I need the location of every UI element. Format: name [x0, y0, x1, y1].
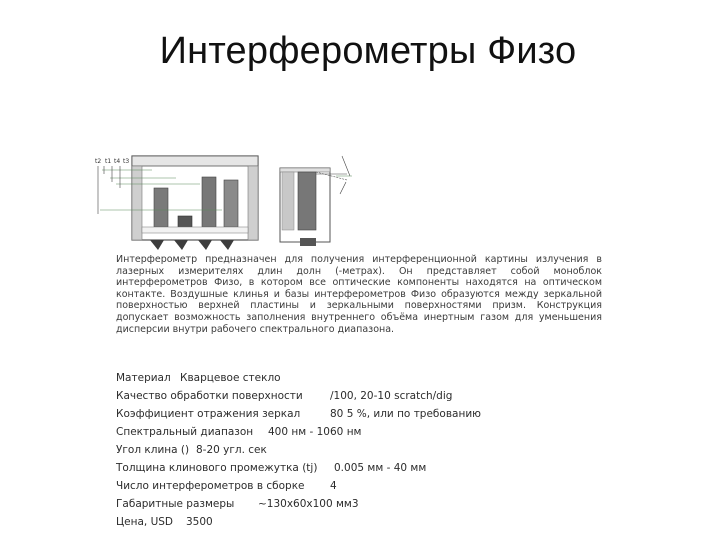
spec-value: ~130х60х100 мм3 [258, 498, 359, 510]
side-view-base [300, 238, 316, 246]
spec-label: Цена, USD [116, 516, 174, 528]
label-t1: t1 [105, 158, 112, 165]
spec-value: Кварцевое стекло [180, 372, 281, 384]
spec-label: Угол клина () [116, 444, 190, 456]
side-view-prism [298, 172, 316, 230]
beam-1 [150, 240, 164, 250]
prism-2 [178, 216, 192, 227]
prism-1 [154, 188, 168, 227]
spec-value: 8-20 угл. сек [196, 444, 267, 456]
spec-value: 4 [330, 480, 337, 492]
spec-label: Качество обработки поверхности [116, 390, 303, 402]
left-block-top-plate [132, 156, 258, 166]
left-strip [132, 166, 142, 240]
label-t3: t3 [123, 158, 130, 165]
spec-value: /100, 20-10 scratch/dig [330, 390, 453, 402]
label-t2: t2 [95, 158, 102, 165]
spec-label: Габаритные размеры [116, 498, 235, 510]
beam-4 [220, 240, 234, 250]
prism-4 [224, 180, 238, 227]
spec-label: Спектральный диапазон [116, 426, 254, 438]
spec-value: 0.005 мм - 40 мм [334, 462, 427, 474]
side-view-light-strip [282, 172, 294, 230]
spec-value: 80 5 %, или по требованию [330, 408, 481, 420]
fizeau-interferometer-diagram [92, 152, 362, 252]
slide-title: Интерферометры Физо [159, 30, 577, 72]
label-t4: t4 [114, 158, 121, 165]
spec-value: 400 нм - 1060 нм [268, 426, 362, 438]
side-view-top [280, 168, 330, 172]
spec-label: Коэффициент отражения зеркал [116, 408, 301, 420]
spec-label: Толщина клинового промежутка (tj) [116, 462, 318, 474]
right-strip [248, 166, 258, 240]
beam-2 [174, 240, 188, 250]
prism-3 [202, 177, 216, 227]
description-paragraph: Интерферометр предназначен для получения интерференционной картины излучения в лазерных измерителях длин долн (-метрах). Он представляет собой моноблок интерферометров Физо, в котором все оптические компоненты находятся на оптическом контакте. Воздушные клинья и базы интерферометров Физо образуются между зеркальной поверхностью верхней пластины и зеркальными поверхностями призм. Конструкция допускает возможность заполнения внутреннего объёма инертным газом для уменьшения дисперсии внутри рабочего спектрального диапазона. [116, 254, 602, 335]
spec-label: Материал [116, 372, 171, 384]
beam-3 [198, 240, 212, 250]
spec-value: 3500 [186, 516, 213, 528]
spec-label: Число интерферометров в сборке [116, 480, 305, 492]
left-block-base [142, 227, 248, 233]
